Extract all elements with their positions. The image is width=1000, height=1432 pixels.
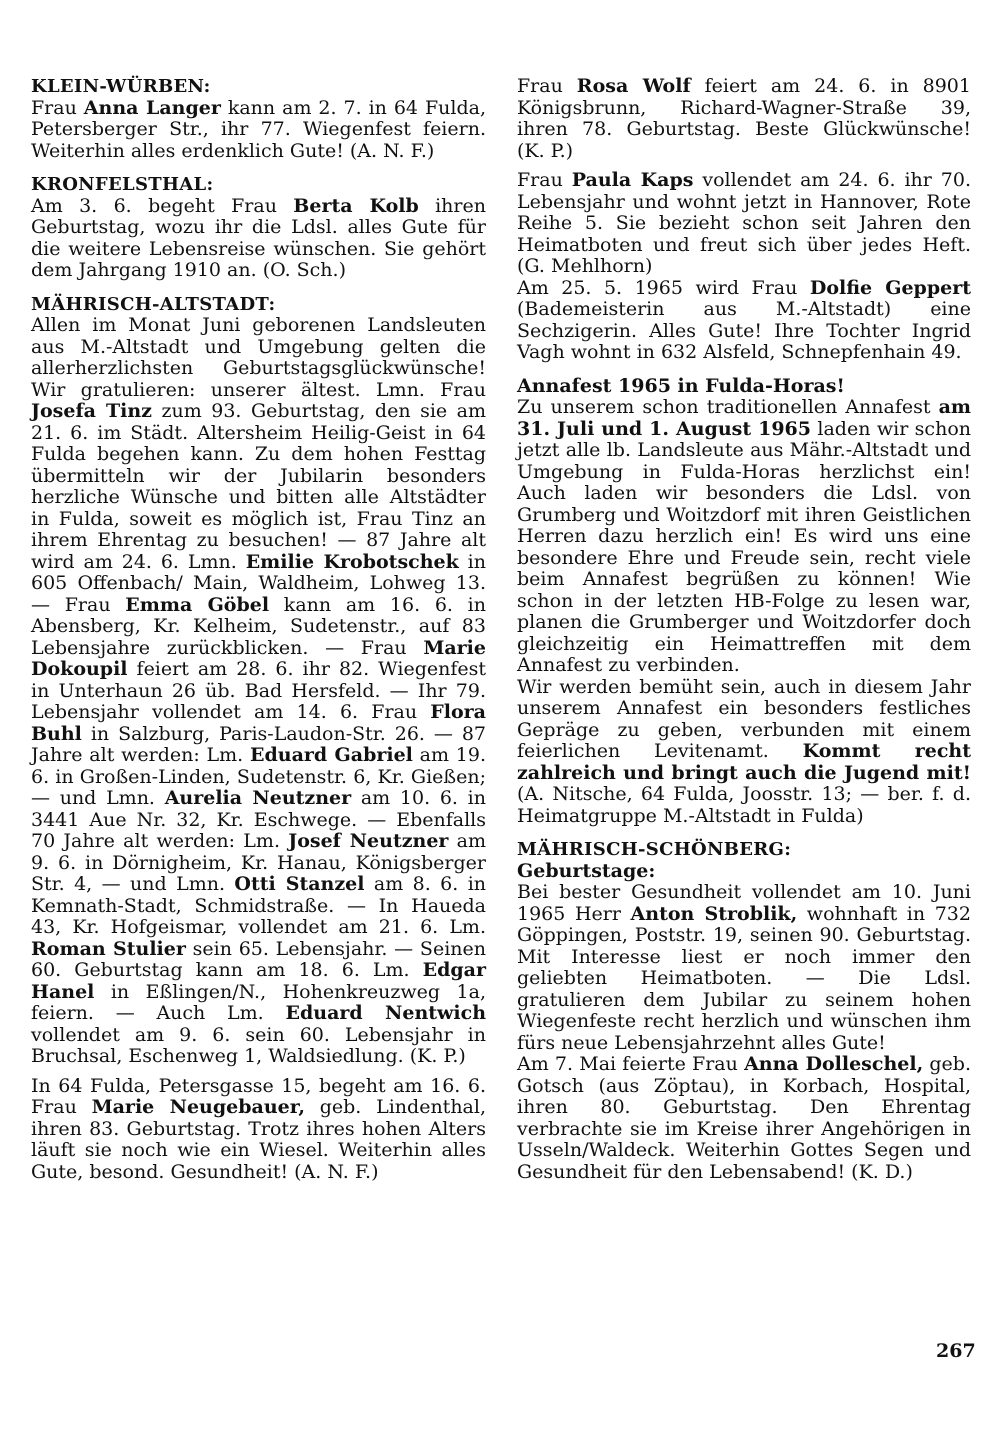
text-run: geb. Gotsch (aus Zöptau), in Korbach, Hospital, ihren 80. Geburtstag. Den Ehrentag verbrachte sie im Kreise ihrer Angehörigen in Usseln/Waldeck. Weiterhin Gottes Segen und Gesundheit für den Lebensabend! (K. D.)	[517, 1053, 971, 1183]
bold-name: Marie Neugebauer,	[91, 1096, 305, 1118]
text-run: Wir werden bemüht sein, auch in diesem Jahr unserem Annafest ein besonders festliches Gepräge zu geben, verbunden mit einem feierlichen Levitenamt.	[517, 675, 971, 762]
text-run: in 605 Offenbach/ Main, Waldheim, Lohweg 13. — Frau	[31, 550, 486, 616]
paragraph-klein-wuerben	[31, 98, 486, 163]
bold-name: Kommt recht zahlreich und bringt auch die Jugend mit!	[517, 740, 971, 784]
text-run: vollendet am 9. 6. sein 60. Lebensjahr in Bruchsal, Eschenweg 1, Waldsiedlung. (K. P.)	[31, 1023, 486, 1067]
bold-name: Emma Göbel	[125, 593, 270, 616]
page-number: 267	[936, 1340, 976, 1362]
bold-name: am 31. Juli und 1. August 1965	[517, 396, 971, 440]
text-run: Allen im Monat Juni geborenen Landsleuten aus M.-Altstadt und Umgebung gelten die allerherzlichsten Geburtstagsglückwünsche! Wir gratulieren: unserer ältest. Lmn. Frau	[31, 314, 486, 401]
text-run: in Salzburg, Paris-Laudon-Str. 26. — 87 Jahre alt werden: Lm.	[31, 722, 486, 766]
text-run: sein 65. Lebensjahr. — Seinen 60. Geburtstag kann am 18. 6. Lm.	[31, 937, 486, 981]
right-column	[517, 76, 971, 1191]
text-run: in Eßlingen/N., Hohenkreuzweg 1a, feiern. — Auch Lm.	[31, 980, 486, 1024]
left-column	[31, 76, 486, 1191]
paragraph-maehrisch-altstadt	[31, 315, 486, 1068]
bold-name: Emilie Krobotschek	[245, 550, 459, 573]
text-run: am 10. 6. in 3441 Aue Nr. 32, Kr. Eschwege. — Ebenfalls 70 Jahre alt werden: Lm.	[31, 787, 486, 852]
text-run: In 64 Fulda, Petersgasse 15, begeht am 16. 6. Frau	[31, 1074, 486, 1118]
text-run: wohnhaft in 732 Göppingen, Poststr. 19, seinen 90. Geburtstag. Mit Interesse liest er noch immer den geliebten Heimatboten. — Die Ldsl. gratulieren dem Jubilar zu seinem hohen Wiegenfeste recht herzlich und wünschen ihm fürs neue Lebensjahrzehnt alles Gute!	[517, 902, 971, 1054]
text-run: feiert am 24. 6. in 8901 Königsbrunn, Richard-Wagner-Straße 39, ihren 78. Geburtstag. Beste Glückwünsche! (K. P.)	[517, 75, 971, 162]
paragraph-stroblik	[517, 882, 971, 1054]
text-run: zum 93. Geburtstag, den sie am 21. 6. im Städt. Altersheim Heilig-Geist in 64 Fulda begehen kann. Zu dem hohen Festtag übermitteln wir der Jubilarin besonders herzliche Wünsche und bitten alle Altstädter in Fulda, soweit es möglich ist, Frau Tinz an ihrem Ehrentag zu besuchen! — 87 Jahre alt wird am 24. 6. Lmn.	[31, 400, 487, 573]
text-run: laden wir schon jetzt alle lb. Landsleute aus Mähr.-Altstadt und Umgebung in Fulda-Horas herzlichst ein! Auch laden wir besonders die Ldsl. von Grumberg und Woitzdorf mit ihren Geistlichen Herren dazu herzlich ein! Es wird uns eine besondere Ehre und Freude sein, recht viele beim Annafest begrüßen zu können! Wie schon in der letzten HB-Folge zu lesen war, planen die Grumberger und Woitzdorfer doch gleichzeitig ein Heimattreffen mit dem Annafest zu verbinden.	[517, 417, 971, 676]
bold-name: Paula Kaps	[571, 169, 694, 191]
paragraph-neugebauer	[31, 1076, 486, 1184]
bold-name: Otti Stanzel	[234, 873, 365, 895]
bold-name: Anton Stroblik,	[630, 902, 798, 925]
heading-maehrisch-schoenberg: MÄHRISCH-SCHÖNBERG:	[517, 839, 792, 860]
bold-name: Edgar Hanel	[31, 959, 486, 1003]
text-run: kann am 2. 7. in 64 Fulda, Petersberger Str., ihr 77. Wiegenfest feiern. Weiterhin alles erdenklich Gute! (A. N. F.)	[31, 96, 487, 162]
heading-kronfelsthal: KRONFELSTHAL:	[31, 174, 214, 195]
bold-name: Rosa Wolf	[576, 75, 691, 97]
text-run: Zu unserem schon traditionellen Annafest	[517, 396, 939, 418]
paragraph-paula-kaps	[517, 170, 971, 278]
bold-name: Josefa Tinz	[31, 400, 152, 422]
heading-klein-wuerben: KLEIN-WÜRBEN:	[31, 76, 211, 97]
heading-maehrisch-altstadt: MÄHRISCH-ALTSTADT:	[31, 293, 276, 315]
bold-name: Roman Stulier	[31, 937, 186, 960]
paragraph-kronfelsthal	[31, 196, 486, 282]
text-run: Bei bester Gesundheit vollendet am 10. Juni 1965 Herr	[517, 881, 971, 925]
bold-name: Berta Kolb	[293, 194, 419, 217]
text-run: am 19. 6. in Großen-Linden, Sudetenstr. 6, Kr. Gießen; — und Lmn.	[31, 744, 487, 809]
bold-name: Eduard Gabriel	[249, 744, 413, 766]
bold-name: Marie Dokoupil	[31, 636, 486, 680]
subheading-geburtstage: Geburtstage:	[517, 859, 656, 882]
text-run: feiert am 28. 6. ihr 82. Wiegenfest in Unterhaun 26 üb. Bad Hersfeld. — Ihr 79. Lebensjahr vollendet am 14. 6. Frau	[31, 658, 486, 723]
bold-name: Anna Dolleschel,	[744, 1053, 924, 1075]
bold-name: Eduard Nentwich	[285, 1002, 487, 1024]
bold-name: Aurelia Neutzner	[164, 787, 352, 809]
text-run: Am 7. Mai feierte Frau	[517, 1053, 745, 1075]
paragraph-annafest-2	[517, 677, 971, 828]
text-run: Frau	[517, 169, 572, 191]
text-run: Am 3. 6. begeht Frau	[31, 194, 294, 217]
paragraph-dolfie-geppert	[517, 278, 971, 364]
text-run: ihren Geburtstag, wozu ihr die Ldsl. alles Gute für die weitere Lebensreise wünschen. Sie gehört dem Jahrgang 1910 an. (O. Sch.)	[31, 194, 486, 281]
text-run: am 8. 6. in Kemnath-Stadt, Schmidstraße. — In Haueda 43, Kr. Hofgeismar, vollendet am 21. 6. Lm.	[31, 873, 487, 938]
bold-name: Dolfie Geppert	[809, 276, 971, 299]
paragraph-annafest-1	[517, 397, 971, 677]
bold-name: Anna Langer	[83, 96, 221, 119]
paragraph-dolleschel	[517, 1054, 971, 1183]
text-run: vollendet am 24. 6. ihr 70. Lebensjahr und wohnt jetzt in Hannover, Rote Reihe 5. Sie bezieht schon seit Jahren den Heimatboten und freut sich über jedes Heft. (G. Mehlhorn)	[517, 169, 971, 277]
subheading-annafest: Annafest 1965 in Fulda-Horas!	[517, 374, 845, 397]
text-run: (Bademeisterin aus M.-Altstadt) eine Sechzigerin. Alles Gute! Ihre Tochter Ingrid Vagh wohnt in 632 Alsfeld, Schnepfenhain 49.	[517, 298, 971, 363]
bold-name: Flora Buhl	[31, 701, 486, 745]
paragraph-rosa-wolf	[517, 76, 971, 162]
text-run: geb. Lindenthal, ihren 83. Geburtstag. Trotz ihres hohen Alters läuft sie noch wie ein Wiesel. Weiterhin alles Gute, besond. Gesundheit! (A. N. F.)	[31, 1096, 486, 1183]
text-run: (A. Nitsche, 64 Fulda, Joosstr. 13; — ber. f. d. Heimatgruppe M.-Altstadt in Fulda)	[517, 783, 971, 827]
text-run: Am 25. 5. 1965 wird Frau	[517, 276, 810, 299]
text-run: Frau	[517, 75, 577, 97]
text-run: am 9. 6. in Dörnigheim, Kr. Hanau, Königsberger Str. 4, — und Lmn.	[31, 830, 487, 895]
text-run: kann am 16. 6. in Abensberg, Kr. Kelheim, Sudetenstr., auf 83 Lebensjahre zurückblicken. — Frau	[31, 593, 487, 659]
text-run: Frau	[31, 96, 84, 119]
bold-name: Josef Neutzner	[288, 830, 449, 852]
